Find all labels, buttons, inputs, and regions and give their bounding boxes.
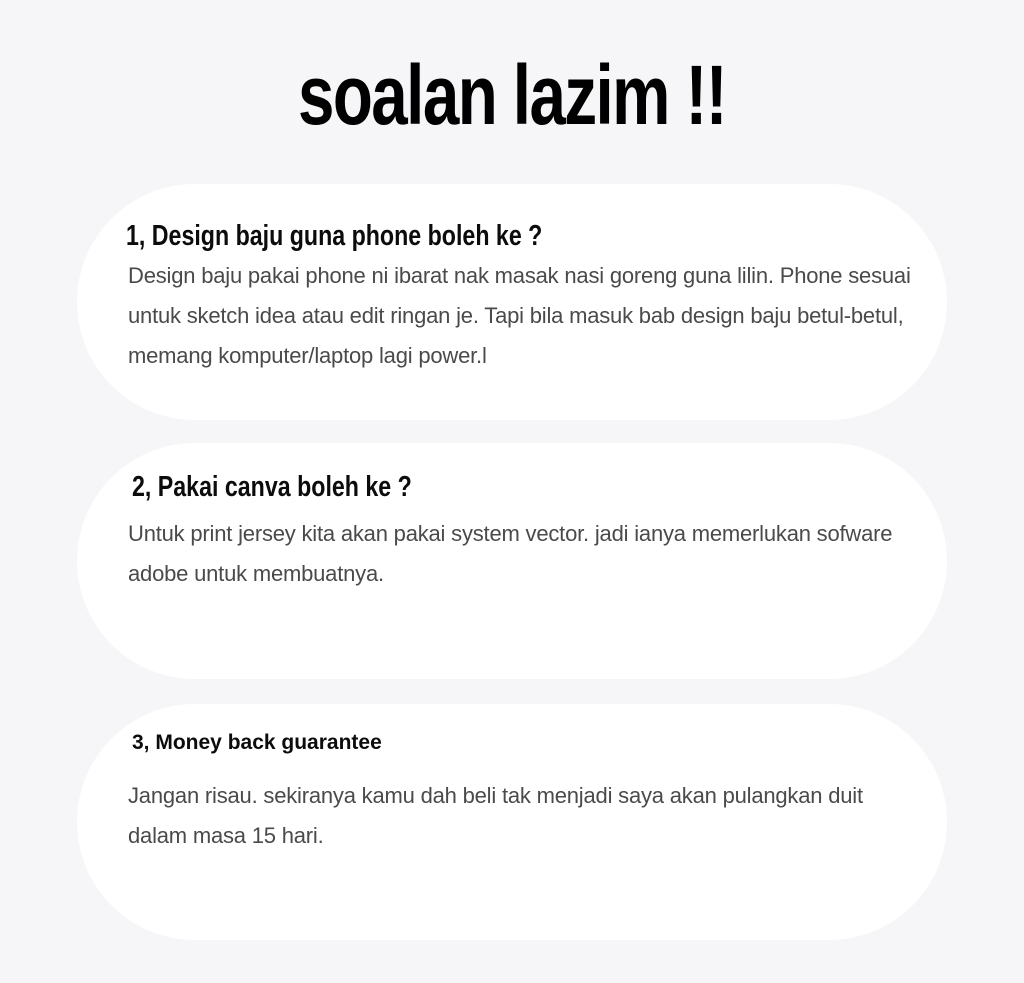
faq-question-3: 3, Money back guarantee	[132, 731, 382, 754]
faq-answer-1: Design baju pakai phone ni ibarat nak masak nasi goreng guna lilin. Phone sesuai untuk sketch idea atau edit ringan je. Tapi bila masuk bab design baju betul-betul, memang komputer/laptop lagi power.l	[128, 263, 911, 368]
faq-question-2: 2, Pakai canva boleh ke ?	[132, 471, 412, 503]
faq-question-1: 1, Design baju guna phone boleh ke ?	[126, 220, 543, 252]
faq-card-1	[77, 184, 947, 420]
faq-card-3	[77, 704, 947, 940]
faq-answer-3: Jangan risau. sekiranya kamu dah beli tak menjadi saya akan pulangkan duit dalam masa 15 hari.	[128, 783, 863, 848]
page-title: soalan lazim !!	[297, 48, 727, 142]
faq-answer-2: Untuk print jersey kita akan pakai system vector. jadi ianya memerlukan sofware adobe untuk membuatnya.	[128, 521, 893, 586]
faq-card-2	[77, 443, 947, 679]
